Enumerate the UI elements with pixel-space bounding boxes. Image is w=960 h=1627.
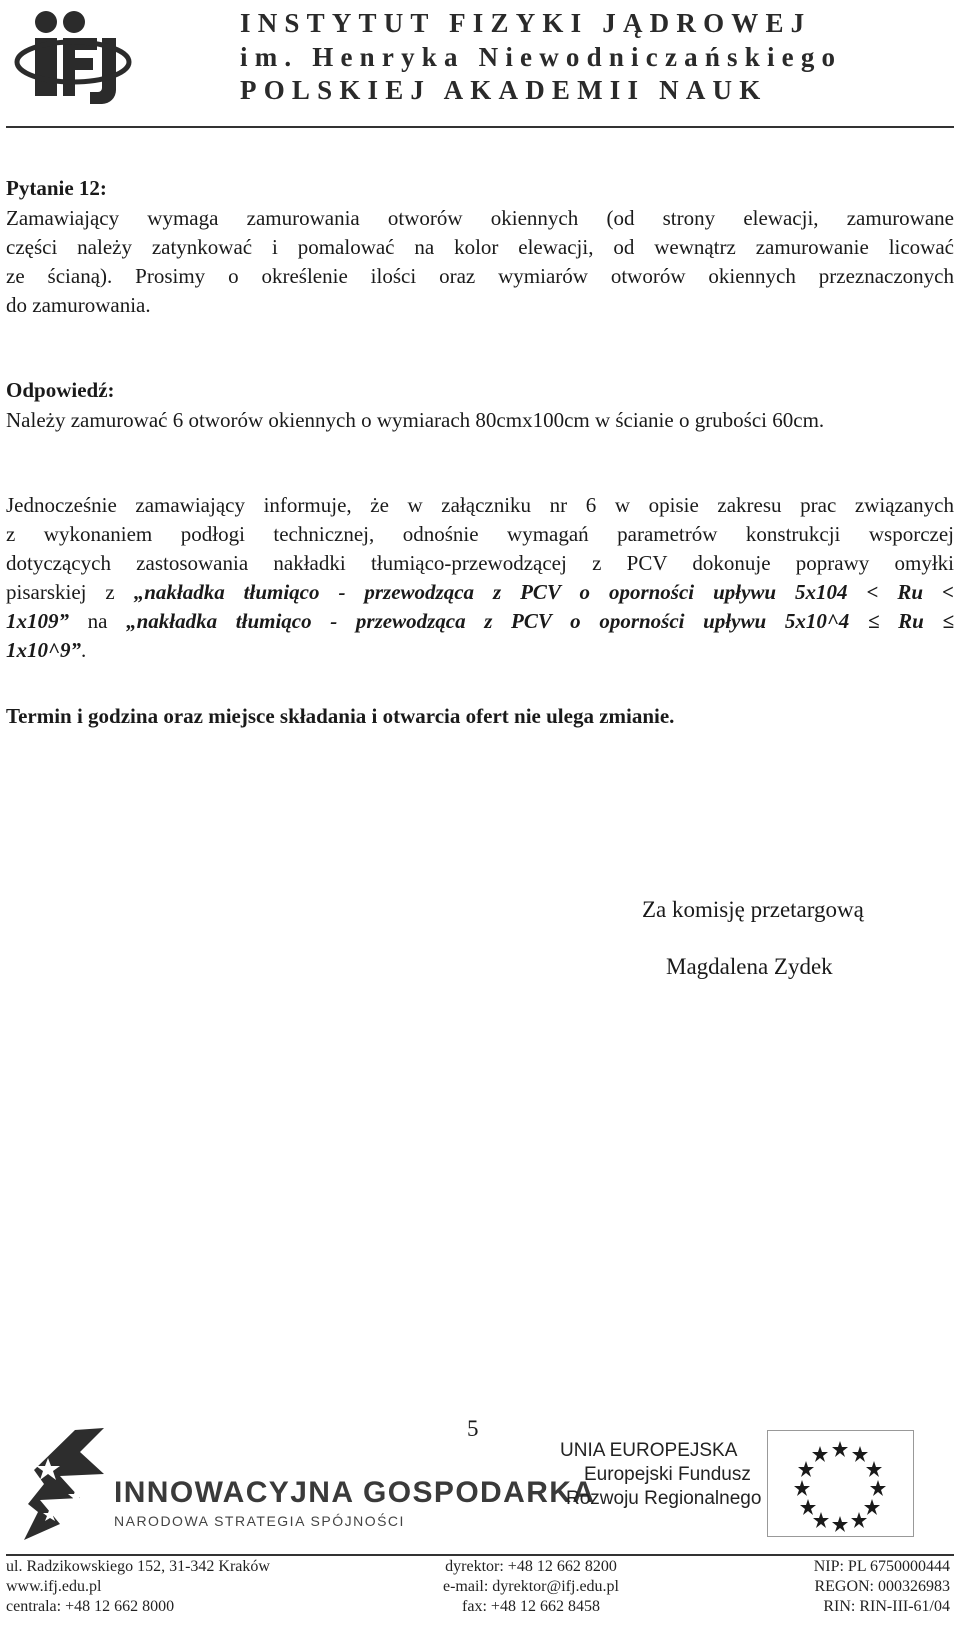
new-spec-text: „nakładka tłumiąco - przewodząca z PCV o oporności upływu 5x10^4 ≤ Ru ≤ [126, 609, 954, 633]
info-line: dotyczących zastosowania nakładki tłumiąco-przewodzącej z PCV dokonuje poprawy omyłki [6, 551, 954, 575]
answer-label: Odpowiedź: [6, 378, 115, 402]
innovation-economy-title: INNOWACYJNA GOSPODARKA [114, 1476, 596, 1509]
footer-phone-director: dyrektor: +48 12 662 8200 [445, 1558, 617, 1575]
footer-nip: NIP: PL 6750000444 [813, 1558, 950, 1575]
deadline-notice: Termin i godzina oraz miejsce składania i otwarcia ofert nie ulega zmianie. [6, 704, 675, 728]
eu-regional-label: Rozwoju Regionalnego [566, 1488, 762, 1509]
signature-committee: Za komisję przetargową [642, 897, 864, 922]
new-spec-end: 1x10^9” [6, 638, 81, 662]
info-line: Jednocześnie zamawiający informuje, że w załączniku nr 6 w opisie zakresu prac związanych [6, 493, 954, 517]
info-text: na [69, 609, 127, 633]
eu-fund-label: Europejski Fundusz [584, 1464, 751, 1485]
footer-divider [6, 1554, 954, 1556]
footer-rin: RIN: RIN-III-61/04 [823, 1598, 950, 1615]
page-number: 5 [467, 1416, 479, 1441]
institute-name-line2: im. Henryka Niewodniczańskiego [240, 42, 843, 72]
footer-website-link[interactable]: www.ifj.edu.pl [6, 1578, 102, 1595]
footer-fax: fax: +48 12 662 8458 [462, 1598, 600, 1615]
footer-phone-central: centrala: +48 12 662 8000 [6, 1598, 175, 1615]
old-spec-text: „nakładka tłumiąco - przewodząca z PCV o oporności upływu 5x104 < Ru < [133, 580, 954, 604]
institute-name-line3: POLSKIEJ AKADEMII NAUK [240, 75, 768, 105]
ifj-logo-icon [14, 4, 132, 108]
info-line [6, 607, 954, 636]
info-line: z wykonaniem podłogi technicznej, odnośnie wymagań parametrów konstrukcji wsporczej [6, 522, 954, 546]
header-divider [6, 126, 954, 128]
question-line: ze ścianą). Prosimy o określenie ilości oraz wymiarów otworów okiennych przeznaczonych [6, 264, 954, 288]
info-line [6, 636, 954, 665]
eu-union-label: UNIA EUROPEJSKA [560, 1440, 738, 1461]
info-line [6, 578, 954, 607]
question-line: Zamawiający wymaga zamurowania otworów okiennych (od strony elewacji, zamurowane [6, 206, 954, 230]
footer-address: ul. Radzikowskiego 152, 31-342 Kraków [6, 1558, 270, 1575]
signature-name: Magdalena Zydek [666, 954, 833, 979]
question-label: Pytanie 12: [6, 176, 107, 200]
institute-name-line1: INSTYTUT FIZYKI JĄDROWEJ [240, 8, 812, 38]
footer-regon: REGON: 000326983 [814, 1578, 950, 1595]
old-spec-end: 1x109” [6, 609, 69, 633]
info-text: . [80, 638, 87, 662]
answer-text [6, 406, 954, 435]
footer-email-link[interactable]: e-mail: dyrektor@ifj.edu.pl [442, 1578, 619, 1595]
answer-line: Należy zamurować 6 otworów okiennych o wymiarach 80cmx100cm w ścianie o grubości 60cm. [6, 408, 825, 432]
question-line: części należy zatynkować i pomalować na kolor elewacji, od wewnątrz zamurowanie licować [6, 235, 954, 259]
eu-flag-icon [767, 1430, 914, 1537]
innovation-economy-subtitle: NARODOWA STRATEGIA SPÓJNOŚCI [114, 1513, 405, 1529]
question-text [6, 204, 954, 320]
info-paragraph [6, 491, 954, 665]
info-text: pisarskiej z [6, 580, 134, 604]
question-line: do zamurowania. [6, 293, 151, 317]
